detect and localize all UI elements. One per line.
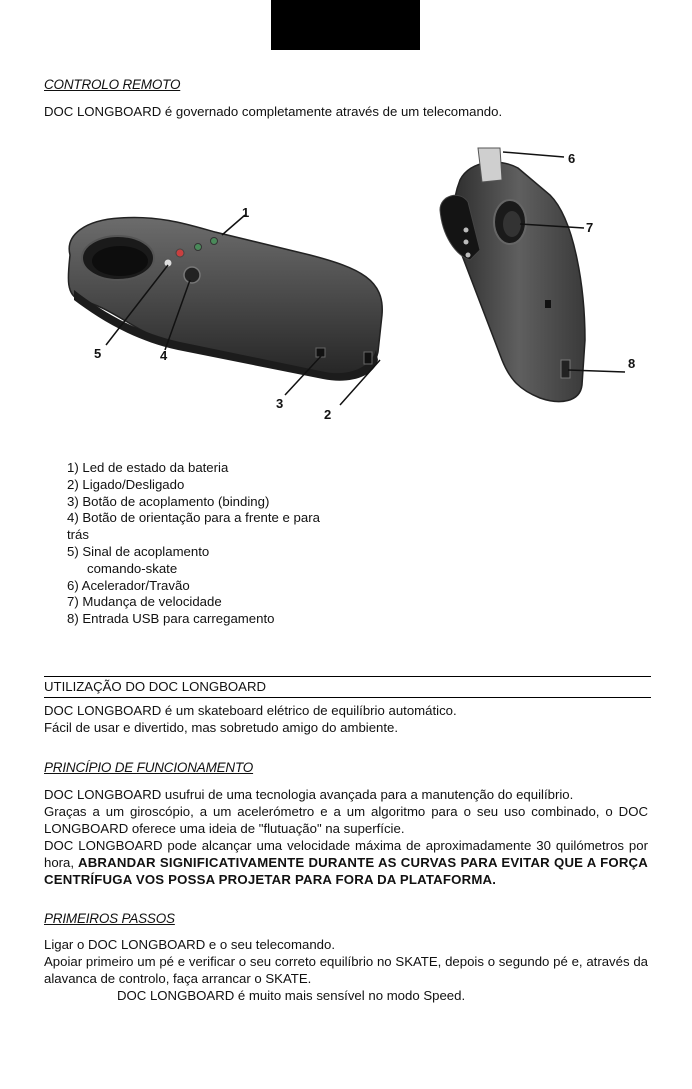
principle-p3-normal: DOC LONGBOARD pode alcançar uma velocidade máxima de aproximadamente 30 quilómetros por hora, xyxy=(44,838,648,870)
section-title-first-steps: PRIMEIROS PASSOS xyxy=(44,911,175,926)
section-title-usage: UTILIZAÇÃO DO DOC LONGBOARD xyxy=(44,679,267,694)
first-steps-p1: Ligar o DOC LONGBOARD e o seu telecomando. xyxy=(44,937,335,952)
callout-2: 2 xyxy=(324,407,332,422)
legend-item: 7) Mudança de velocidade xyxy=(67,594,222,610)
legend-item: comando-skate xyxy=(87,560,178,576)
usage-line-1: DOC LONGBOARD é um skateboard elétrico de equilíbrio automático. xyxy=(44,703,457,718)
divider-top xyxy=(44,676,651,677)
remote-control-illustration xyxy=(40,140,660,430)
legend-item: 2) Ligado/Desligado xyxy=(67,476,185,492)
legend-item: 3) Botão de acoplamento (binding) xyxy=(67,493,270,509)
remote-intro-text: DOC LONGBOARD é governado completamente através de um telecomando. xyxy=(44,104,503,119)
remote-right-view xyxy=(440,148,585,402)
callout-6: 6 xyxy=(568,151,576,166)
callout-4: 4 xyxy=(160,348,168,363)
first-steps-p2: Apoiar primeiro um pé e verificar o seu correto equilíbrio no SKATE, depois o segundo pé e, através da alavanca de controlo, faça arrancar o SKATE. xyxy=(44,954,648,986)
section-title-remote: CONTROLO REMOTO xyxy=(44,77,181,92)
callout-8: 8 xyxy=(628,356,636,371)
divider-bottom xyxy=(44,697,651,698)
first-steps-paragraph xyxy=(44,936,648,1004)
legend-item: 1) Led de estado da bateria xyxy=(67,460,229,475)
legend-item: 4) Botão de orientação para a frente e para xyxy=(67,510,320,526)
principle-p3-warning: ABRANDAR SIGNIFICATIVAMENTE DURANTE AS CURVAS PARA EVITAR QUE A FORÇA CENTRÍFUGA VOS POSSA PROJETAR PARA FORA DA PLATAFORMA. xyxy=(44,855,648,887)
principle-p3 xyxy=(44,837,648,888)
legend-item: 6) Acelerador/Travão xyxy=(67,577,190,593)
principle-p1: DOC LONGBOARD usufrui de uma tecnologia avançada para a manutenção do equilíbrio. xyxy=(44,787,574,802)
legend-item: 8) Entrada USB para carregamento xyxy=(67,611,275,627)
callout-7: 7 xyxy=(586,220,594,235)
first-steps-p3: DOC LONGBOARD é muito mais sensível no modo Speed. xyxy=(117,988,466,1003)
callout-5: 5 xyxy=(94,346,102,361)
legend-item: trás xyxy=(67,527,89,543)
callout-1: 1 xyxy=(242,205,250,220)
remote-left-view xyxy=(68,217,382,380)
section-title-principle: PRINCÍPIO DE FUNCIONAMENTO xyxy=(44,760,254,775)
callout-3: 3 xyxy=(276,396,284,411)
component-legend xyxy=(67,460,320,628)
legend-item: 5) Sinal de acoplamento xyxy=(67,543,210,559)
principle-p2: Graças a um giroscópio, a um acelerómetro e a um algoritmo para o seu uso combinado, o DOC LONGBOARD oferece uma ideia de "flutuação" na superfície. xyxy=(44,804,648,836)
header-black-block xyxy=(271,0,420,50)
principle-paragraph xyxy=(44,786,648,888)
usage-line-2: Fácil de usar e divertido, mas sobretudo amigo do ambiente. xyxy=(44,720,399,735)
